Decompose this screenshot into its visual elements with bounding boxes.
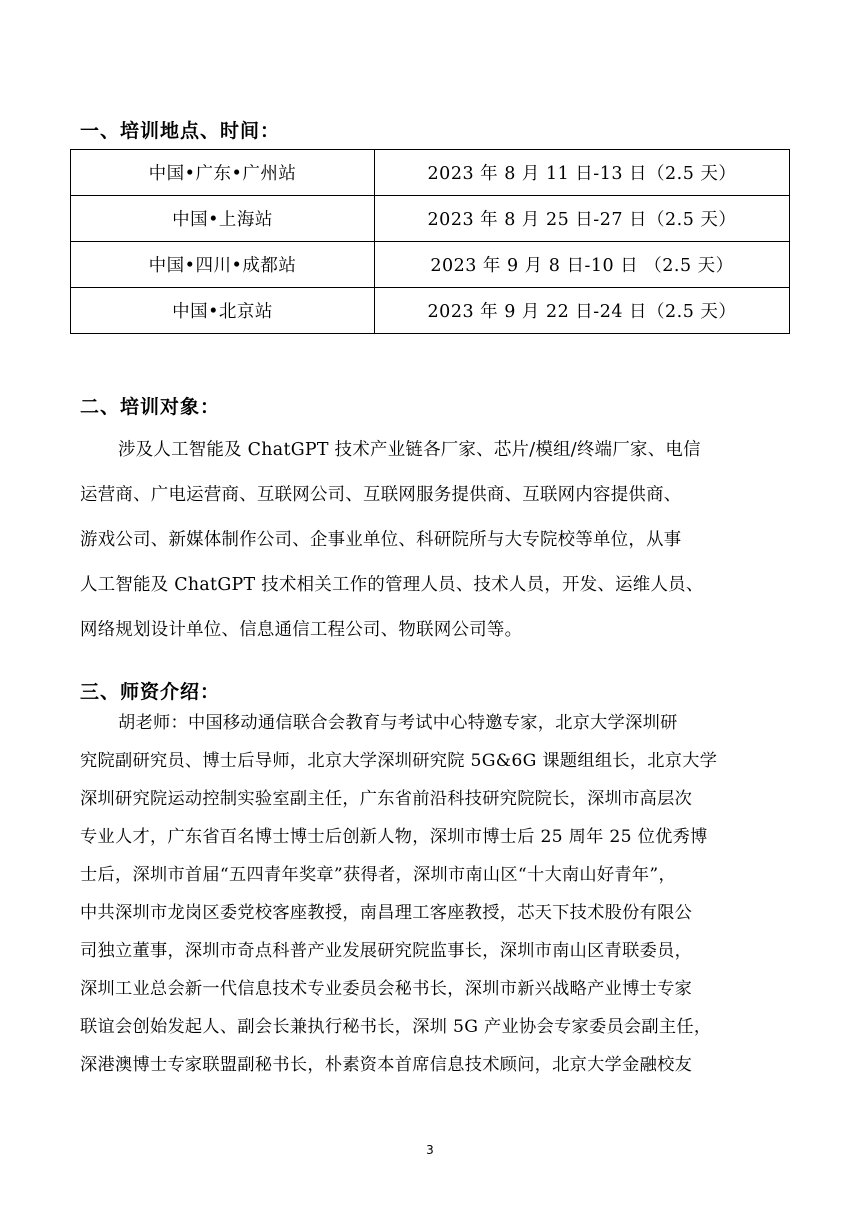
table-row bbox=[71, 242, 790, 288]
page-number: 3 bbox=[426, 1143, 434, 1157]
section-heading-faculty: 三、师资介绍： bbox=[80, 681, 221, 703]
paragraph-line: 专业人才，广东省百名博士博士后创新人物，深圳市博士后 25 周年 25 位优秀博 bbox=[80, 827, 708, 847]
paragraph-line: 士后，深圳市首届“五四青年奖章”获得者，深圳市南山区“十大南山好青年”， bbox=[80, 865, 676, 885]
paragraph-line: 运营商、广电运营商、互联网公司、互联网服务提供商、互联网内容提供商、 bbox=[80, 485, 682, 505]
paragraph-line: 深圳工业总会新一代信息技术专业委员会秘书长，深圳市新兴战略产业博士专家 bbox=[80, 979, 693, 999]
date-cell: 2023 年 9 月 8 日-10 日 （2.5 天） bbox=[375, 242, 790, 288]
location-cell: 中国•北京站 bbox=[71, 288, 375, 334]
location-cell: 中国•四川•成都站 bbox=[71, 242, 375, 288]
paragraph-line: 人工智能及 ChatGPT 技术相关工作的管理人员、技术人员，开发、运维人员、 bbox=[80, 575, 704, 595]
table-row bbox=[71, 150, 790, 196]
table-row bbox=[71, 196, 790, 242]
paragraph-line: 胡老师：中国移动通信联合会教育与考试中心特邀专家，北京大学深圳研 bbox=[118, 713, 678, 733]
paragraph-line: 司独立董事，深圳市奇点科普产业发展研究院监事长，深圳市南山区青联委员， bbox=[80, 941, 693, 961]
paragraph-line: 中共深圳市龙岗区委党校客座教授，南昌理工客座教授，芯天下技术股份有限公 bbox=[80, 903, 693, 923]
table-row bbox=[71, 288, 790, 334]
paragraph-line: 联谊会创始发起人、副会长兼执行秘书长，深圳 5G 产业协会专家委员会副主任， bbox=[80, 1017, 712, 1037]
date-cell: 2023 年 8 月 11 日-13 日（2.5 天） bbox=[375, 150, 790, 196]
section-heading-audience: 二、培训对象： bbox=[80, 396, 221, 418]
location-cell: 中国•上海站 bbox=[71, 196, 375, 242]
paragraph-line: 网络规划设计单位、信息通信工程公司、物联网公司等。 bbox=[80, 620, 523, 640]
paragraph-line: 深港澳博士专家联盟副秘书长，朴素资本首席信息技术顾问，北京大学金融校友 bbox=[80, 1055, 693, 1075]
date-cell: 2023 年 9 月 22 日-24 日（2.5 天） bbox=[375, 288, 790, 334]
paragraph-line: 涉及人工智能及 ChatGPT 技术产业链各厂家、芯片/模组/终端厂家、电信 bbox=[118, 440, 701, 460]
schedule-table bbox=[70, 149, 790, 334]
paragraph-line: 究院副研究员、博士后导师，北京大学深圳研究院 5G&6G 课题组组长，北京大学 bbox=[80, 751, 718, 771]
date-cell: 2023 年 8 月 25 日-27 日（2.5 天） bbox=[375, 196, 790, 242]
location-cell: 中国•广东•广州站 bbox=[71, 150, 375, 196]
faculty-paragraph bbox=[80, 704, 778, 1084]
section-heading-location-time: 一、培训地点、时间： bbox=[80, 120, 281, 142]
paragraph-line: 深圳研究院运动控制实验室副主任，广东省前沿科技研究院院长，深圳市高层次 bbox=[80, 789, 693, 809]
audience-paragraph bbox=[80, 428, 778, 653]
paragraph-line: 游戏公司、新媒体制作公司、企事业单位、科研院所与大专院校等单位，从事 bbox=[80, 530, 682, 550]
